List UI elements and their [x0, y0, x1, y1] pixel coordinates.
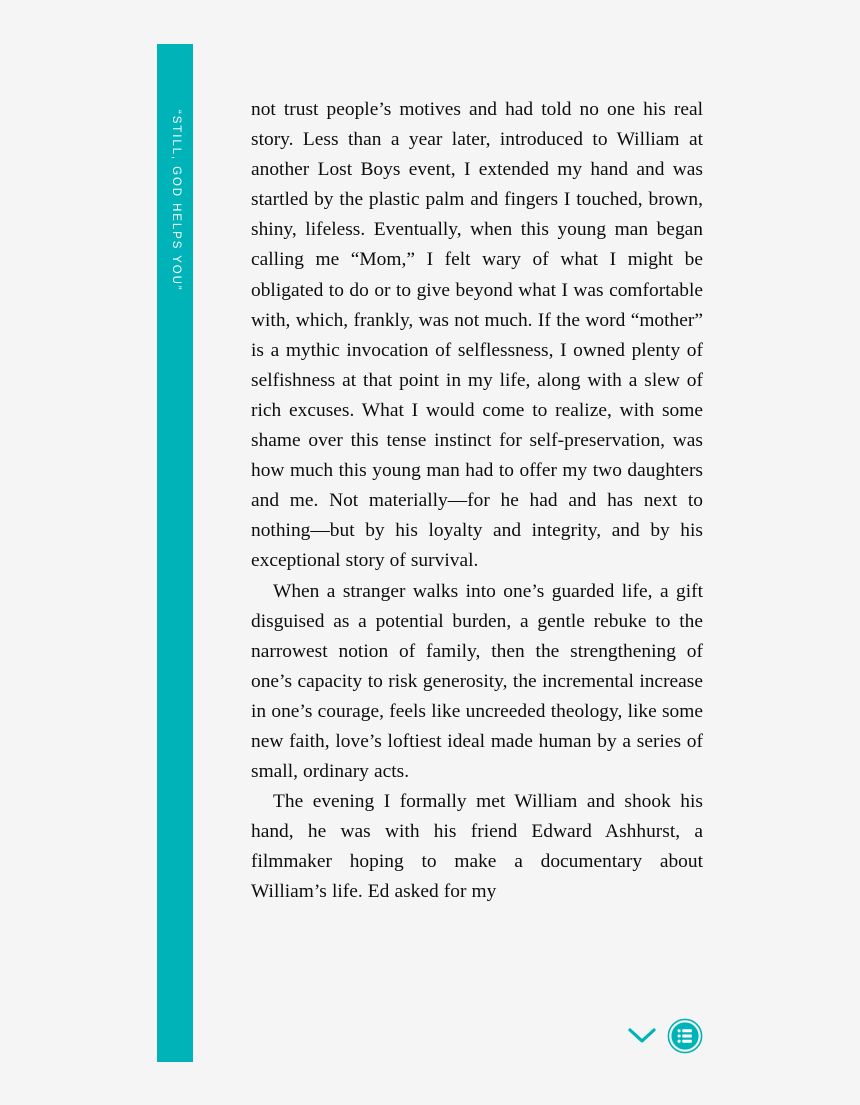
- paragraph: The evening I formally met William and shook his hand, he was with his friend Edward Ashhurst, a filmmaker hoping to make a documentary about William’s life. Ed asked for my: [251, 791, 703, 903]
- running-head-label: “STILL, GOD HELPS YOU”: [169, 110, 182, 292]
- list-circle-icon: [667, 1018, 703, 1054]
- body-text-column: [251, 95, 703, 908]
- running-head-bar: [157, 44, 193, 1062]
- chevron-down-button[interactable]: [627, 1021, 656, 1051]
- paragraph: When a stranger walks into one’s guarded life, a gift disguised as a potential burden, a gentle rebuke to the narrowest notion of family, then the strengthening of one’s capacity to risk generosity, the incremental increase in one’s courage, feels like uncreeded theology, like some new faith, love’s loftiest ideal made human by a series of small, ordinary acts.: [251, 580, 703, 783]
- reader-controls: [627, 1016, 703, 1056]
- table-of-contents-button[interactable]: [667, 1018, 703, 1054]
- chevron-down-icon: [628, 1027, 656, 1045]
- paragraph: not trust people’s motives and had told no one his real story. Less than a year later, introduced to William at another Lost Boys event, I extended my hand and was startled by the plastic palm and fingers I touched, brown, shiny, lifeless. Eventually, when this young man began calling me “Mom,” I felt wary of what I might be obligated to do or to give beyond what I was comfortable with, which, frankly, was not much. If the word “mother” is a mythic invocation of selflessness, I owned plenty of selfishness at that point in my life, along with a slew of rich excuses. What I would come to realize, with some shame over this tense instinct for self-preservation, was how much this young man had to offer my two daughters and me. Not materially—for he had and has next to nothing—but by his loyalty and integrity, and by his exceptional story of survival.: [251, 99, 703, 572]
